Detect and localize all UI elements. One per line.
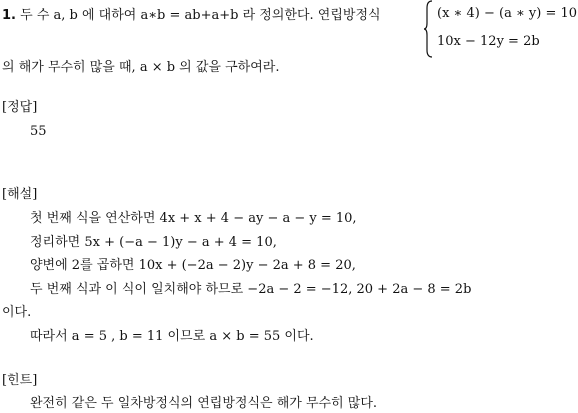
problem-text-1: 두 수 a, b 에 대하여 a∗b = ab+a+b 라 정의한다. 연립방정식 <box>20 8 381 23</box>
hint-heading: [힌트] <box>2 373 38 388</box>
explanation-line: 양변에 2를 곱하면 10x + (−2a − 2)y − 2a + 8 = 20, <box>30 258 356 273</box>
explanation-line: 정리하면 5x + (−a − 1)y − a + 4 = 10, <box>30 235 277 250</box>
problem-number: 1. <box>2 8 16 23</box>
hint-text: 완전히 같은 두 일차방정식의 연립방정식은 해가 무수히 많다. <box>30 396 378 411</box>
explanation-line: 이다. <box>2 305 32 320</box>
answer-value: 55 <box>30 124 47 139</box>
equation-system <box>423 0 578 60</box>
explanation-line: 첫 번째 식을 연산하면 4x + x + 4 − ay − a − y = 10, <box>30 211 357 226</box>
explanation-line: 두 번째 식과 이 식이 일치해야 하므로 −2a − 2 = −12, 20 + 2a − 8 = 2b <box>30 282 472 297</box>
explanation-line: 따라서 a = 5 , b = 11 이므로 a × b = 55 이다. <box>30 329 314 344</box>
equation-1: (x ∗ 4) − (a ∗ y) = 10 <box>437 6 578 21</box>
problem-line-2: 의 해가 무수히 많을 때, a × b 의 값을 구하여라. <box>2 60 280 75</box>
equation-2: 10x − 12y = 2b <box>437 34 540 49</box>
answer-heading: [정답] <box>2 100 38 115</box>
problem-line-1 <box>2 8 381 24</box>
left-brace-icon <box>423 0 433 58</box>
explanation-heading: [해설] <box>2 187 38 202</box>
